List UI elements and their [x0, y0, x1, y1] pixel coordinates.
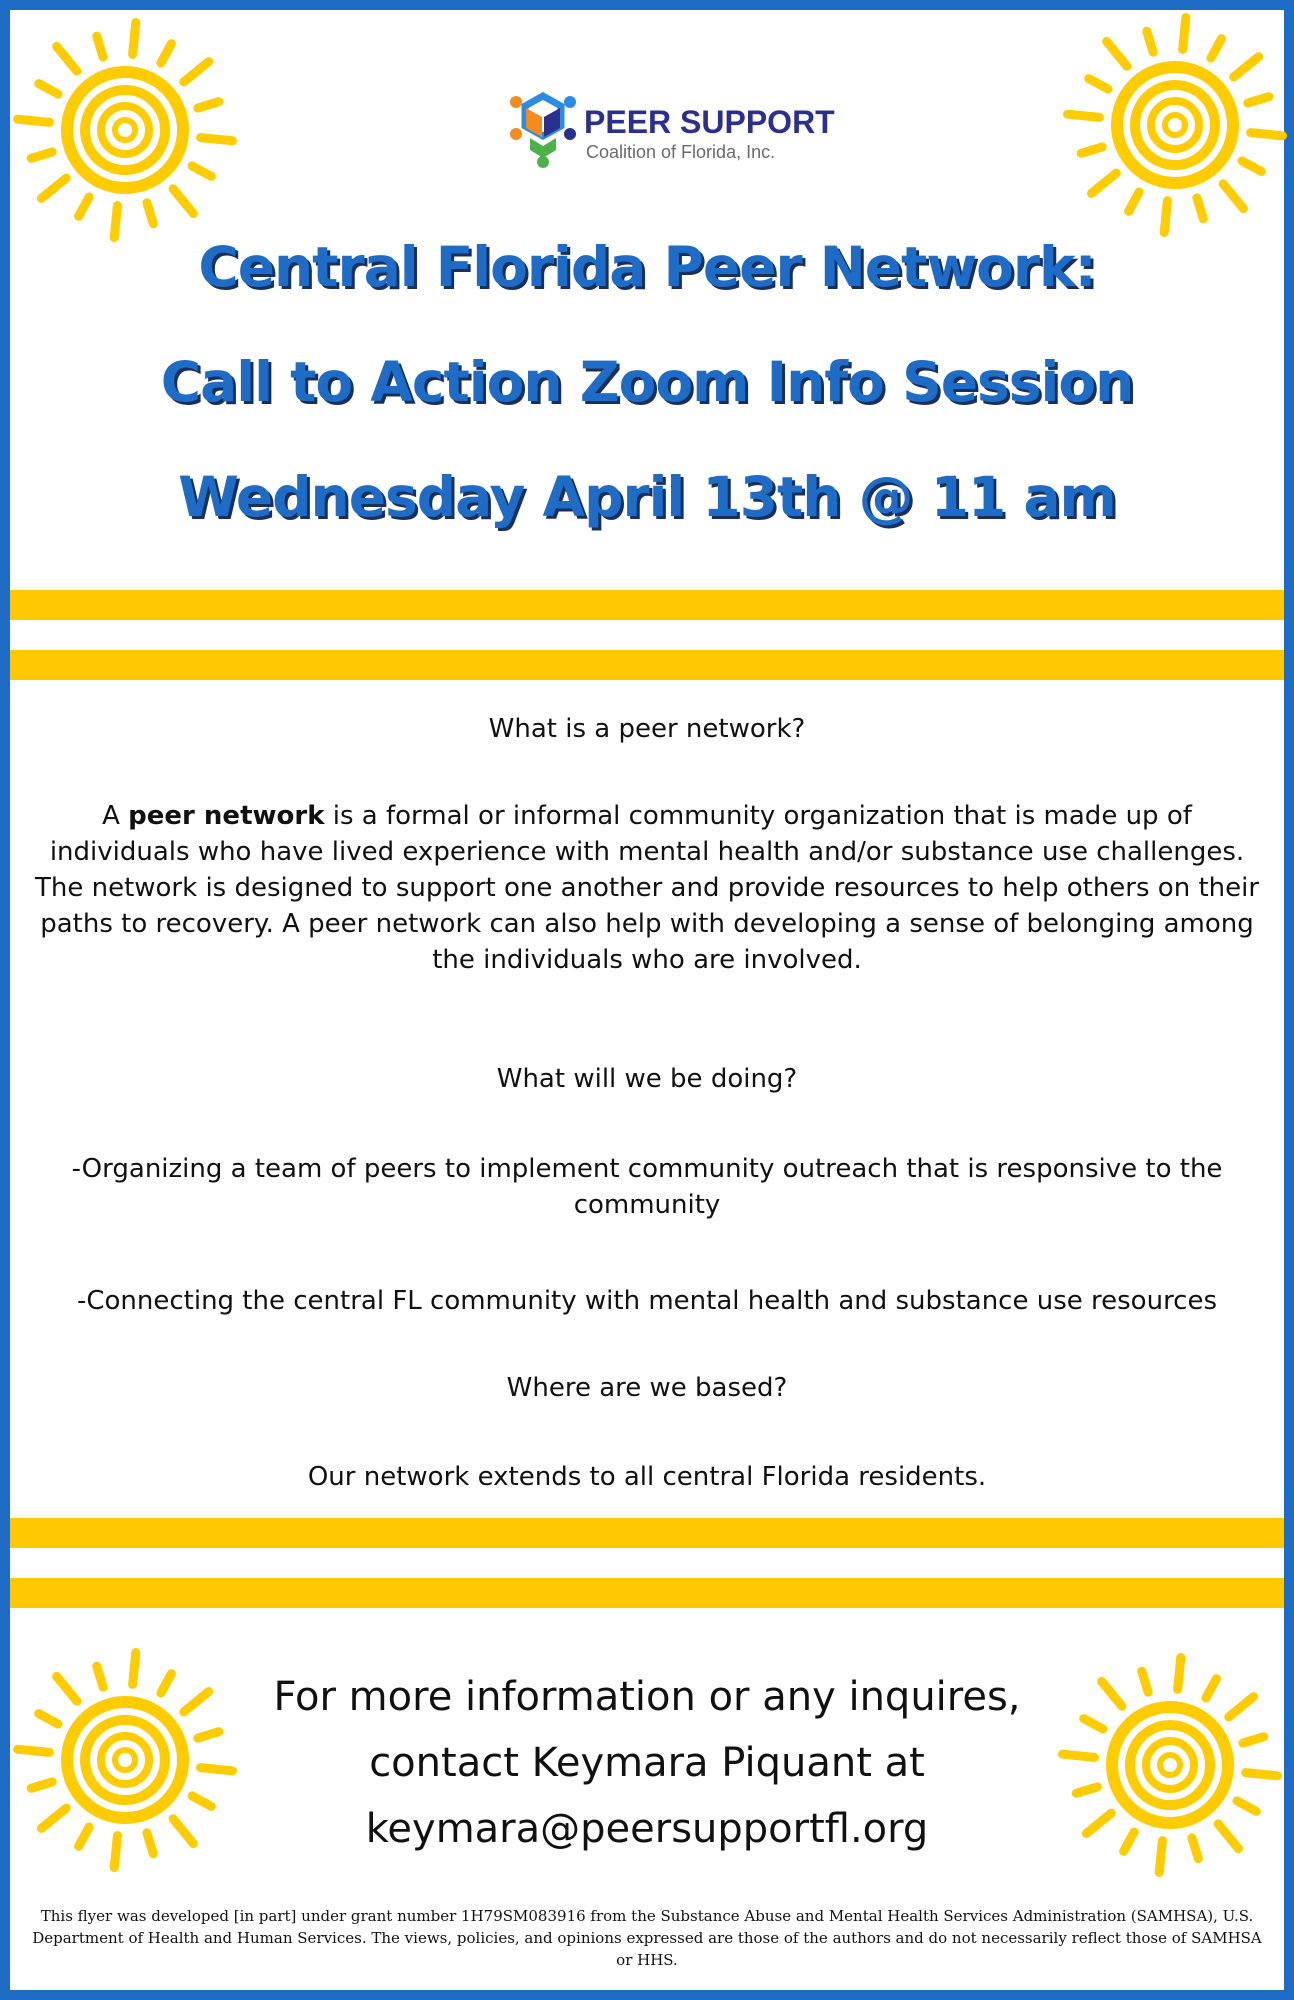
definition-text: is a formal or informal community organization that is made up of individuals who have lived experience with mental health and/or substance use challenges. The network is designed to support one another and provide resources to help others on their paths to recovery. A peer network can also help with developing a sense of belonging among the individuals who are involved.	[34, 801, 1260, 975]
sun-ray	[1251, 133, 1283, 136]
sun-ray	[31, 152, 52, 158]
sun-ray	[1211, 39, 1222, 58]
sun-ray	[1192, 1838, 1198, 1859]
contact-email: keymara@peersupportfl.org	[365, 1806, 929, 1852]
sun-ray	[173, 189, 193, 214]
sun-ray	[1243, 1737, 1264, 1743]
sun-ray	[192, 1796, 211, 1807]
sun-ray	[133, 1653, 136, 1685]
sun-ray	[1147, 31, 1153, 52]
sun-ray	[1089, 79, 1108, 90]
sun-ray	[41, 178, 66, 198]
sun-ray	[147, 203, 153, 224]
definition-prefix: A	[102, 801, 129, 831]
definition-paragraph	[30, 798, 1264, 978]
sun-ray	[39, 84, 58, 95]
headline-line-1: Central Florida Peer Network:	[198, 235, 1096, 299]
sun-ray	[1242, 161, 1261, 172]
sun-ray	[184, 62, 209, 82]
sun-ray	[147, 1833, 153, 1854]
sun-ray	[161, 1674, 172, 1693]
activity-item-1: -Organizing a team of peers to implement community outreach that is responsive to the community	[71, 1154, 1223, 1220]
yellow-band	[10, 650, 1284, 680]
sun-ray	[184, 1692, 209, 1712]
sun-ray	[1068, 114, 1100, 117]
sun-ray	[97, 1666, 103, 1687]
question-what-doing: What will we be doing?	[496, 1064, 798, 1094]
sun-ray	[201, 138, 233, 141]
sun-ray	[1183, 18, 1186, 50]
sun-ray	[1164, 201, 1167, 233]
peer-support-logo-icon	[506, 88, 580, 168]
sun-ray	[1124, 1832, 1135, 1851]
sun-ray	[161, 44, 172, 63]
sun-ray	[18, 119, 50, 122]
sun-icon	[1055, 1650, 1285, 1880]
sun-ray	[1081, 147, 1102, 153]
sun-ray	[39, 1714, 58, 1725]
contact-line-1: For more information or any inquires,	[273, 1674, 1021, 1720]
sun-ray	[198, 102, 219, 108]
sun-ray	[1091, 173, 1116, 193]
peer-support-logo	[506, 88, 835, 168]
sun-ray	[97, 36, 103, 57]
sun-ray	[1142, 1671, 1148, 1692]
sun-icon	[1060, 10, 1290, 240]
sun-rays	[18, 23, 233, 238]
sun-ray	[1229, 1697, 1254, 1717]
sun-ray	[31, 1782, 52, 1788]
sun-ray	[1076, 1787, 1097, 1793]
activity-item-2: -Connecting the central FL community with mental health and substance use resources	[76, 1286, 1218, 1316]
sun-ray	[1237, 1801, 1256, 1812]
sun-ray	[1102, 1681, 1122, 1706]
sun-ray	[114, 1836, 117, 1868]
sun-ray	[114, 206, 117, 238]
sun-ray	[1234, 57, 1259, 77]
sun-ray	[79, 197, 90, 216]
sun-rays	[1063, 1658, 1278, 1873]
sun-ray	[18, 1749, 50, 1752]
sun-ray	[1107, 41, 1127, 66]
contact-line-2: contact Keymara Piquant at	[369, 1740, 925, 1786]
headline-line-3: Wednesday April 13th @ 11 am	[178, 465, 1116, 529]
sun-ray	[198, 1732, 219, 1738]
sun-icon	[10, 1645, 240, 1875]
sun-ray	[1246, 1773, 1278, 1776]
contact-block	[220, 1664, 1074, 1862]
sun-ray	[1129, 192, 1140, 211]
yellow-band	[10, 1518, 1284, 1548]
sun-ray	[1084, 1719, 1103, 1730]
logo-subtitle: Coalition of Florida, Inc.	[586, 142, 776, 162]
sun-icon	[10, 15, 240, 245]
definition-bold-term: peer network	[128, 801, 325, 831]
sun-ray	[41, 1808, 66, 1828]
yellow-band	[10, 1578, 1284, 1608]
logo-title: PEER SUPPORT	[584, 104, 835, 140]
sun-ray	[79, 1827, 90, 1846]
sun-ray	[1248, 97, 1269, 103]
sun-ray	[192, 166, 211, 177]
sun-ray	[1206, 1679, 1217, 1698]
yellow-band	[10, 590, 1284, 620]
sun-ray	[1223, 184, 1243, 209]
sun-ray	[57, 1676, 77, 1701]
sun-ray	[1218, 1824, 1238, 1849]
sun-ray	[133, 23, 136, 55]
sun-ray	[173, 1819, 193, 1844]
question-what-is: What is a peer network?	[488, 714, 806, 744]
sun-ray	[57, 46, 77, 71]
sun-rays	[18, 1653, 233, 1868]
sun-ray	[1159, 1841, 1162, 1873]
answer-where-based: Our network extends to all central Florida residents.	[307, 1462, 987, 1492]
sun-rays	[1068, 18, 1283, 233]
sun-ray	[1086, 1813, 1111, 1833]
grant-disclaimer: This flyer was developed [in part] under grant number 1H79SM083916 from the Substance Abuse and Mental Health Services Administration (SAMHSA), U.S. Department of Health and Human Services. The views, policies, and opinions expressed are those of the authors and do not necessarily reflect those of SAMHSA or HHS.	[32, 1907, 1262, 1969]
question-where-based: Where are we based?	[506, 1373, 788, 1403]
headline-line-2: Call to Action Zoom Info Session	[160, 350, 1134, 414]
sun-ray	[1178, 1658, 1181, 1690]
sun-ray	[1197, 198, 1203, 219]
